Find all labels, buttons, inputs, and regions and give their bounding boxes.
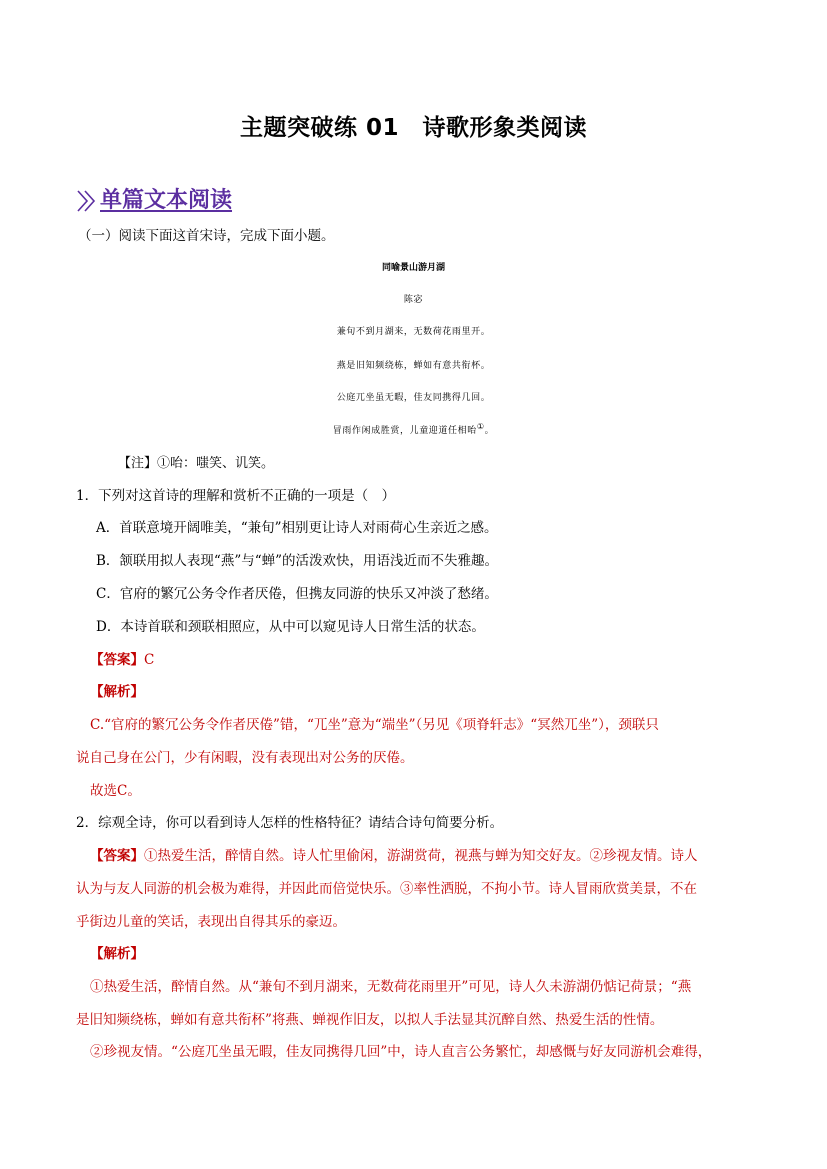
answer-1 <box>90 650 154 670</box>
footnote-mark: ① <box>476 422 485 431</box>
poem-note: 【注】①咍：嗤笑、讥笑。 <box>118 456 275 471</box>
poem-author: 陈宓 <box>403 295 424 305</box>
analysis-line: ①热爱生活，醉情自然。从“兼旬不到月湖来，无数荷花雨里开”可见，诗人久未游湖仍惦记荷景；“燕 <box>90 979 692 995</box>
analysis-line: 是旧知频绕栋，蝉如有意共衔杯”将燕、蝉视作旧友，以拟人手法显其沉醉自然、热爱生活的性情。 <box>76 1012 664 1028</box>
poem-line: 燕是旧知频绕栋，蝉如有意共衔杯。 <box>336 361 491 371</box>
analysis-line: 说自己身在公门，少有闲暇，没有表现出对公务的厌倦。 <box>76 750 414 766</box>
answer-value: C <box>144 652 155 668</box>
answer-label: 【答案】 <box>90 652 144 668</box>
question-1-stem: 1．下列对这首诗的理解和赏析不正确的一项是（ ） <box>76 488 396 504</box>
poem-line: 冒雨作闲成胜赏，儿童迎道任相咍 <box>332 426 477 436</box>
section-heading <box>76 184 232 214</box>
poem-line-end: 。 <box>484 426 495 436</box>
answer-2-line: 认为与友人同游的机会极为难得，并因此而倍觉快乐。③率性洒脱，不拘小节。诗人冒雨欣赏美景，不在 <box>76 881 697 897</box>
answer-2-line: 乎街边儿童的笑话，表现出自得其乐的豪迈。 <box>76 914 346 930</box>
intro-text: （一）阅读下面这首宋诗，完成下面小题。 <box>78 228 335 244</box>
analysis-label: 【解析】 <box>90 946 144 962</box>
option-c: C．官府的繁冗公务令作者厌倦，但携友同游的快乐又冲淡了愁绪。 <box>96 586 498 602</box>
poem-line: 兼旬不到月湖来，无数荷花雨里开。 <box>336 327 491 337</box>
answer-text: ①热爱生活，醉情自然。诗人忙里偷闲，游湖赏荷，视燕与蝉为知交好友。②珍视友情。诗人 <box>144 848 698 864</box>
analysis-conclusion: 故选C。 <box>90 783 141 799</box>
double-chevron-icon <box>76 188 98 214</box>
poem-title: 同喻景山游月湖 <box>381 263 445 273</box>
analysis-label: 【解析】 <box>90 684 144 700</box>
analysis-line: ②珍视友情。“公庭兀坐虽无暇，佳友同携得几回”中，诗人直言公务繁忙，却感慨与好友同游机会难得， <box>90 1044 712 1060</box>
option-d: D．本诗首联和颈联相照应，从中可以窥见诗人日常生活的状态。 <box>96 619 485 635</box>
question-2-stem: 2．综观全诗，你可以看到诗人怎样的性格特征？请结合诗句简要分析。 <box>76 815 504 831</box>
option-a: A．首联意境开阔唯美，“兼旬”相别更让诗人对雨荷心生亲近之感。 <box>96 520 498 536</box>
page-title: 主题突破练 01 诗歌形象类阅读 <box>239 115 587 141</box>
poem-line: 公庭兀坐虽无暇，佳友同携得几回。 <box>336 393 491 403</box>
answer-2-line <box>90 846 698 866</box>
poem-line-last <box>0 421 827 441</box>
answer-label: 【答案】 <box>90 848 144 864</box>
section-label: 单篇文本阅读 <box>100 187 233 213</box>
option-b: B．颔联用拟人表现“燕”与“蝉”的活泼欢快，用语浅近而不失雅趣。 <box>96 553 499 569</box>
analysis-line: C.“官府的繁冗公务令作者厌倦”错，“兀坐”意为“端坐”（另见《项脊轩志》“冥然兀坐”），颈联只 <box>90 717 659 733</box>
